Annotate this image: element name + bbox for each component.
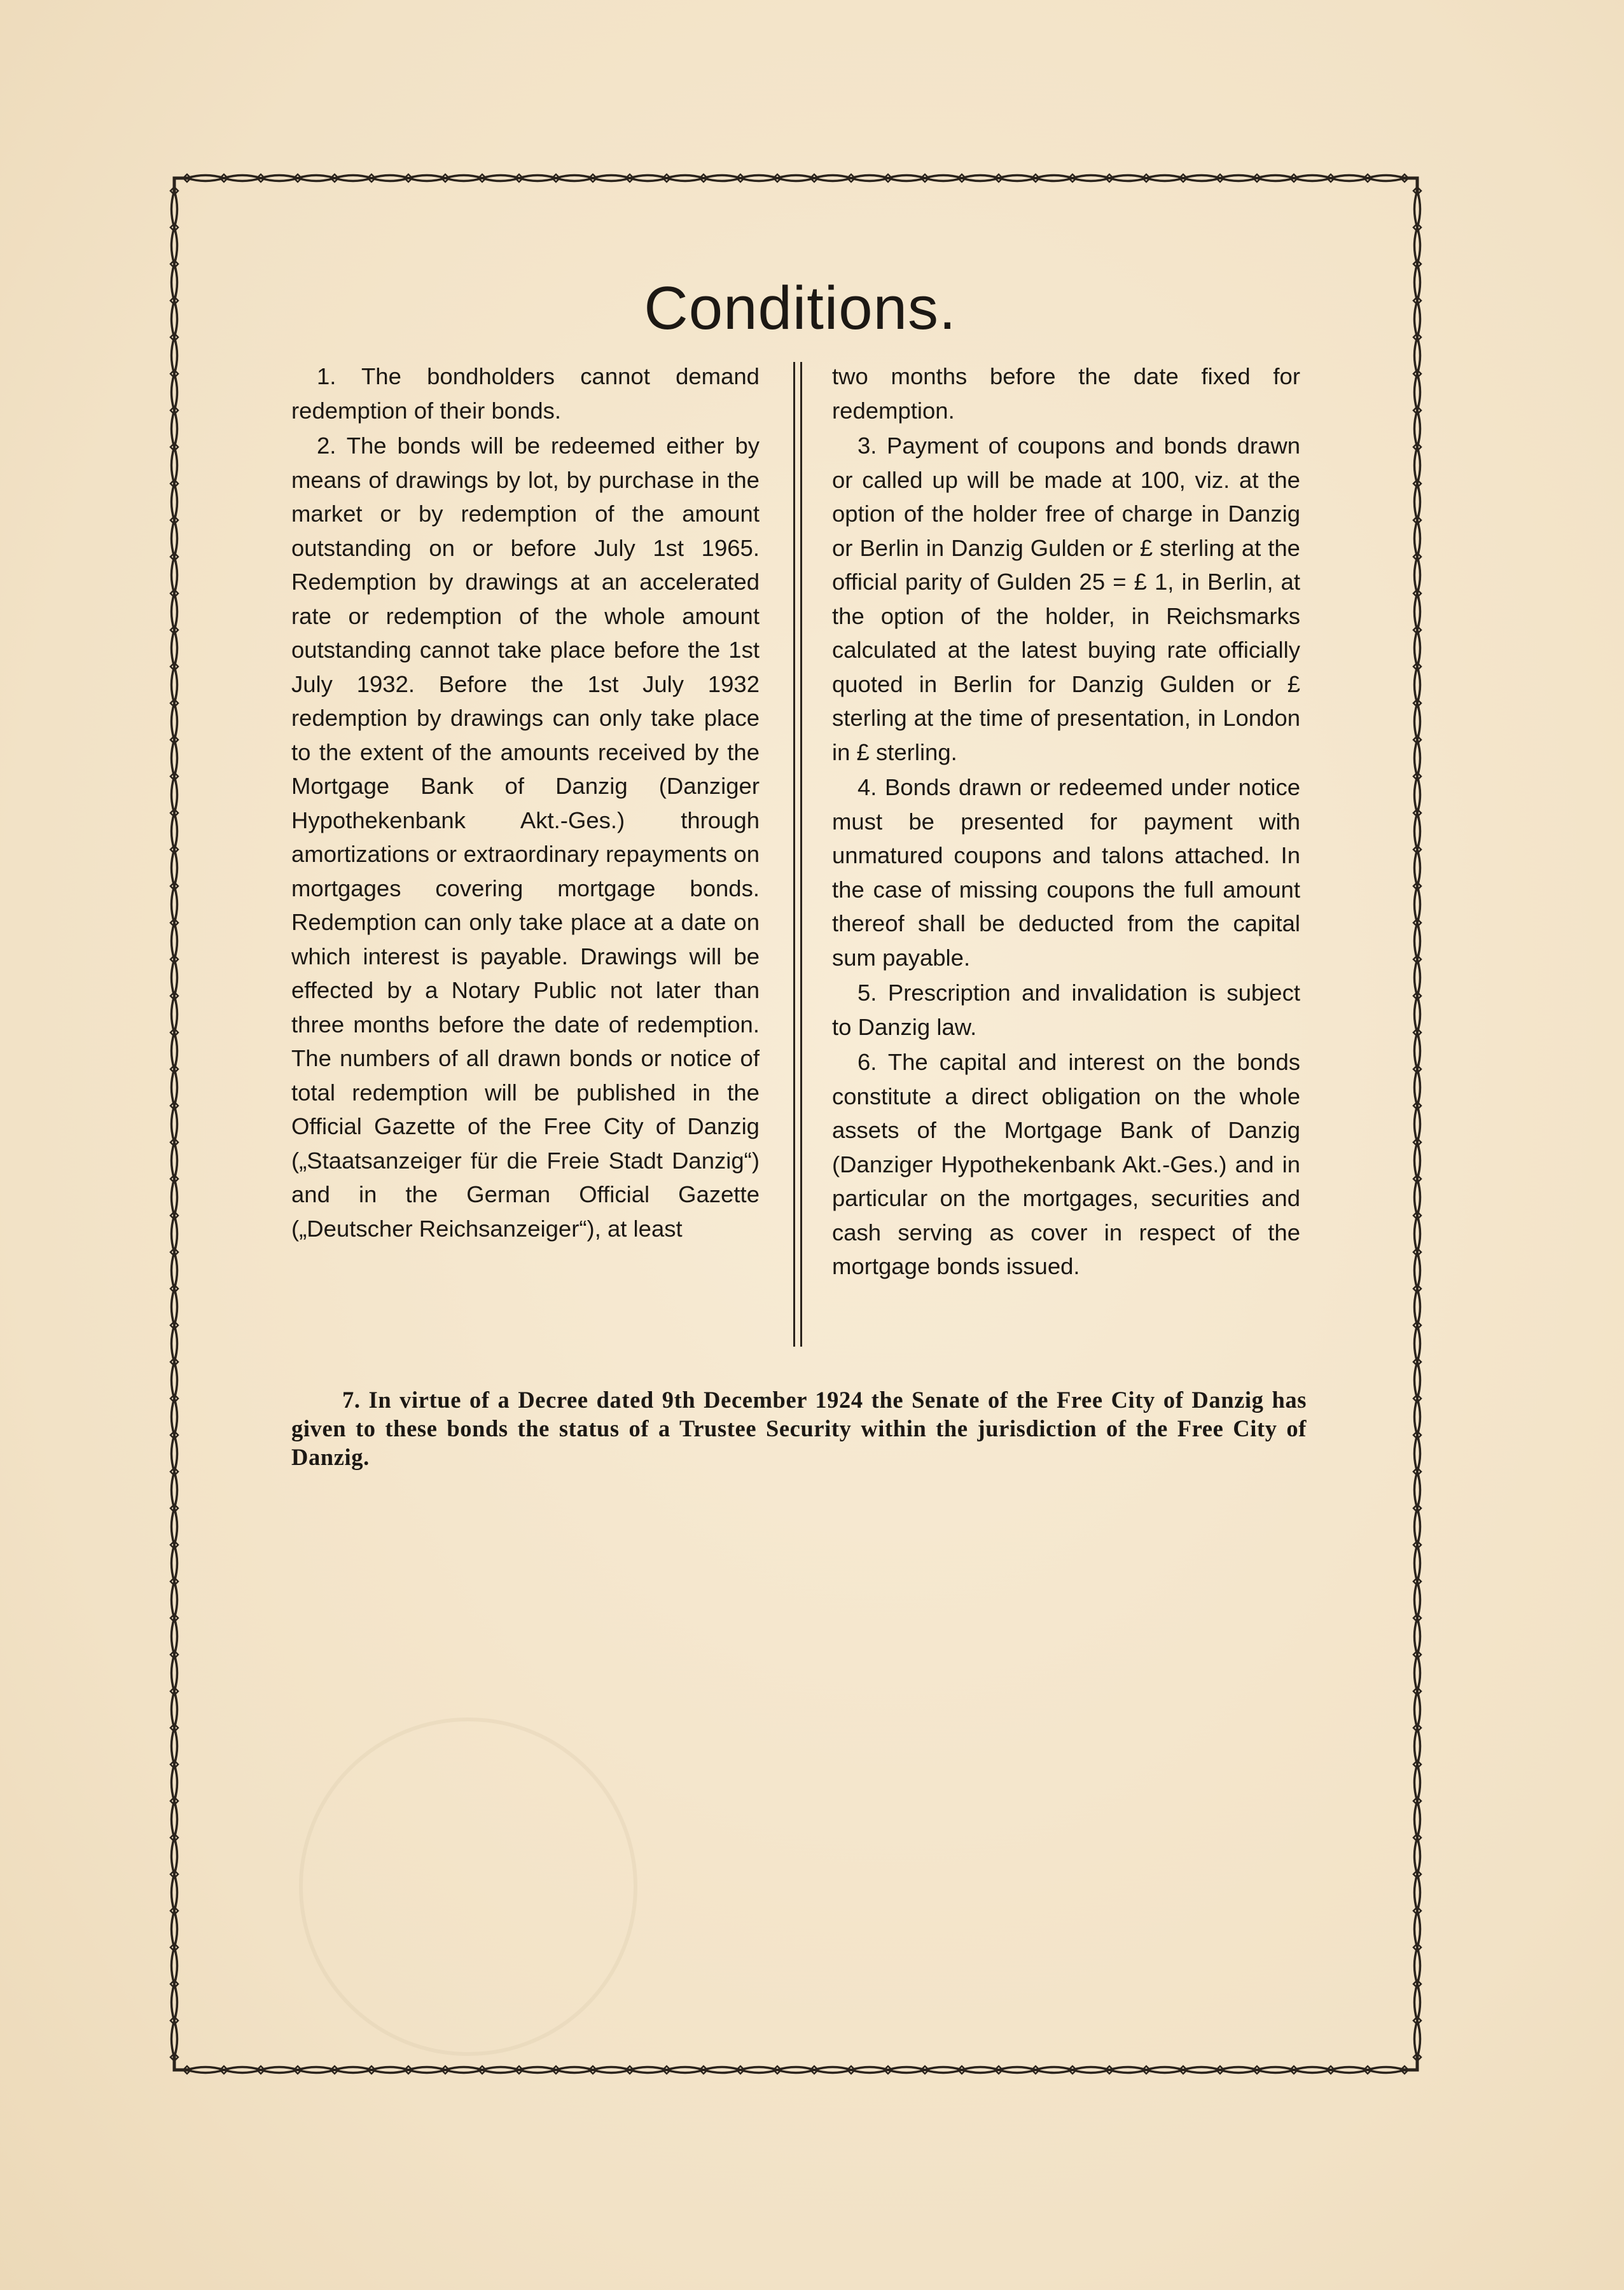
column-divider <box>793 362 802 1347</box>
left-column <box>291 359 760 1246</box>
condition-7: 7. In virtue of a Decree dated 9th December 1924 the Senate of the Free City of Danzig has given to these bonds the status of a Trustee Security within the jurisdiction of the Free City of Danzig. <box>291 1387 1307 1470</box>
condition-1: 1. The bondholders cannot demand redemption of their bonds. <box>291 363 760 424</box>
page-title: Conditions. <box>644 274 957 342</box>
condition-2-continuation: two months before the date fixed for redemption. <box>832 363 1300 424</box>
condition-6: 6. The capital and interest on the bonds constitute a direct obligation on the whole assets of the Mortgage Bank of Danzig (Danziger Hypothekenbank Akt.-Ges.) and in particular on the mortgages, securities and cash serving as cover in respect of the mortgage bonds issued. <box>832 1049 1300 1279</box>
condition-2: 2. The bonds will be redeemed either by means of drawings by lot, by purchase in the market or by redemption of the amount outstanding on or before July 1st 1965. Redemption by drawings at an accelerated rate or redemption of the whole amount outstanding cannot take place before the 1st July 1932. Before the 1st July 1932 redemption by drawings can only take place to the extent of the amounts received by the Mortgage Bank of Danzig (Danziger Hypothekenbank Akt.-Ges.) through amortizations or extraordinary repayments on mortgages covering mortgage bonds. Redemption can only take place at a date on which interest is payable. Drawings will be effected by a Notary Public not later than three months before the date of redemption. The numbers of all drawn bonds or notice of total redemption will be published in the Official Gazette of the Free City of Danzig („Staatsanzeiger für die Freie Stadt Danzig“) and in the German Official Gazette („Deutscher Reichsanzeiger“), at least <box>291 433 760 1242</box>
conditions-section <box>291 274 1309 1508</box>
condition-4: 4. Bonds drawn or redeemed under notice must be presented for payment with unmatured coupons and talons attached. In the case of missing coupons the full amount thereof shall be deducted from the capital sum payable. <box>832 774 1300 971</box>
condition-5: 5. Prescription and invalidation is subject to Danzig law. <box>832 980 1300 1040</box>
condition-3: 3. Payment of coupons and bonds drawn or called up will be made at 100, viz. at the option of the holder free of charge in Danzig or Berlin in Danzig Gulden or £ sterling at the official parity of Gulden 25 = £ 1, in Berlin, at the option of the holder, in Reichsmarks calculated at the latest buying rate officially quoted in Berlin for Danzig Gulden or £ sterling at the time of presentation, in London in £ sterling. <box>832 433 1300 765</box>
right-column <box>832 359 1300 1284</box>
